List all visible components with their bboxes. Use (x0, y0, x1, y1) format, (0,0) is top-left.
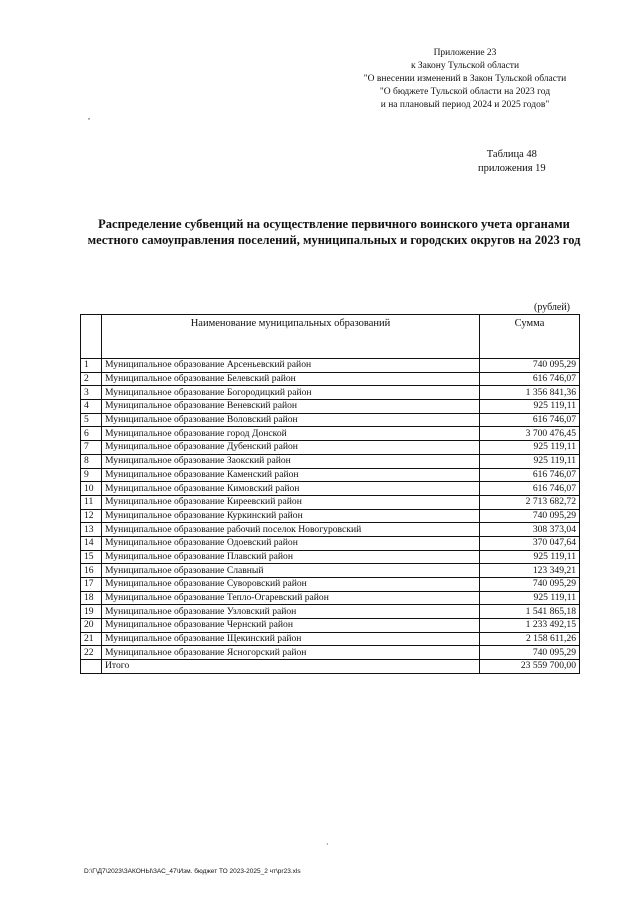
subvention-amount: 740 095,29 (480, 359, 580, 373)
municipality-name: Муниципальное образование Чернский район (102, 619, 480, 633)
row-number: 2 (81, 372, 102, 386)
units-label: (рублей) (534, 302, 571, 313)
appendix-number: приложения 19 (478, 163, 546, 174)
municipality-name: Муниципальное образование Ясногорский район (102, 646, 480, 660)
row-number: 10 (81, 482, 102, 496)
table-row (81, 619, 580, 633)
row-number: 1 (81, 359, 102, 373)
row-number: 18 (81, 591, 102, 605)
subvention-amount: 925 119,11 (480, 591, 580, 605)
header-sum: Сумма (480, 315, 580, 359)
table-row (81, 550, 580, 564)
row-number: 3 (81, 386, 102, 400)
total-row (81, 660, 580, 674)
municipality-name: Муниципальное образование Щекинский район (102, 632, 480, 646)
subvention-amount: 1 541 865,18 (480, 605, 580, 619)
municipality-name: Муниципальное образование Белевский район (102, 372, 480, 386)
subventions-table (80, 314, 580, 674)
table-row (81, 413, 580, 427)
table-row (81, 441, 580, 455)
subvention-amount: 740 095,29 (480, 509, 580, 523)
subvention-amount: 925 119,11 (480, 441, 580, 455)
document-title: Распределение субвенций на осуществление первичного воинского учета органами местного самоуправления поселений, муниципальных и городских округов на 2023 год (87, 217, 581, 247)
appendix-line: "О внесении изменений в Закон Тульской области (363, 74, 567, 84)
table-row (81, 495, 580, 509)
municipality-name: Муниципальное образование Киреевский район (102, 495, 480, 509)
municipality-name: Муниципальное образование Суворовский район (102, 578, 480, 592)
table-row (81, 523, 580, 537)
file-path-footer: D:\Г\Д7\2023\ЗАКОНЫ\ЗАС_47\Изм. бюджет ТО 2023-2025_2 чт\pr23.xls (84, 868, 301, 875)
header-name: Наименование муниципальных образований (102, 315, 480, 359)
appendix-line: Приложение 23 (433, 48, 497, 58)
subvention-amount: 370 047,64 (480, 536, 580, 550)
table-row (81, 454, 580, 468)
row-number: 17 (81, 578, 102, 592)
row-number: 14 (81, 536, 102, 550)
subvention-amount: 616 746,07 (480, 482, 580, 496)
table-row (81, 564, 580, 578)
row-number: 16 (81, 564, 102, 578)
table-number: Таблица 48 (486, 149, 537, 160)
table-row (81, 359, 580, 373)
scan-speck: , (88, 112, 90, 121)
row-number: 20 (81, 619, 102, 633)
municipality-name: Муниципальное образование город Донской (102, 427, 480, 441)
municipality-name: Муниципальное образование Плавский район (102, 550, 480, 564)
table-row (81, 427, 580, 441)
table-row (81, 386, 580, 400)
municipality-name: Муниципальное образование Арсеньевский район (102, 359, 480, 373)
subvention-amount: 3 700 476,45 (480, 427, 580, 441)
row-number (81, 660, 102, 674)
municipality-name: Муниципальное образование Одоевский район (102, 536, 480, 550)
table-row (81, 536, 580, 550)
municipality-name: Муниципальное образование рабочий поселок Новогуровский (102, 523, 480, 537)
table-row (81, 632, 580, 646)
municipality-name: Муниципальное образование Воловский район (102, 413, 480, 427)
municipality-name: Муниципальное образование Узловский район (102, 605, 480, 619)
table-body (81, 359, 580, 674)
subvention-amount: 616 746,07 (480, 413, 580, 427)
row-number: 4 (81, 400, 102, 414)
subvention-amount: 925 119,11 (480, 454, 580, 468)
row-number: 12 (81, 509, 102, 523)
subvention-amount: 2 713 682,72 (480, 495, 580, 509)
row-number: 9 (81, 468, 102, 482)
subvention-amount: 616 746,07 (480, 372, 580, 386)
municipality-name: Муниципальное образование Дубенский район (102, 441, 480, 455)
table-row (81, 372, 580, 386)
table-row (81, 400, 580, 414)
table-row (81, 482, 580, 496)
subvention-amount: 616 746,07 (480, 468, 580, 482)
municipality-name: Муниципальное образование Куркинский район (102, 509, 480, 523)
appendix-line: и на плановый период 2024 и 2025 годов" (380, 100, 550, 110)
row-number: 13 (81, 523, 102, 537)
row-number: 8 (81, 454, 102, 468)
municipality-name: Муниципальное образование Кимовский район (102, 482, 480, 496)
subvention-amount: 925 119,11 (480, 550, 580, 564)
municipality-name: Муниципальное образование Славный (102, 564, 480, 578)
municipality-name: Муниципальное образование Заокский район (102, 454, 480, 468)
subvention-amount: 1 233 492,15 (480, 619, 580, 633)
row-number: 15 (81, 550, 102, 564)
subvention-amount: 740 095,29 (480, 578, 580, 592)
subvention-amount: 1 356 841,36 (480, 386, 580, 400)
subvention-amount: 23 559 700,00 (480, 660, 580, 674)
table-row (81, 605, 580, 619)
appendix-line: "О бюджете Тульской области на 2023 год (379, 87, 551, 97)
table-row (81, 646, 580, 660)
header-num (81, 315, 102, 359)
scan-speck: · (326, 840, 329, 849)
municipality-name: Муниципальное образование Каменский район (102, 468, 480, 482)
table-row (81, 591, 580, 605)
municipality-name: Муниципальное образование Богородицкий район (102, 386, 480, 400)
subvention-amount: 308 373,04 (480, 523, 580, 537)
row-number: 7 (81, 441, 102, 455)
subvention-amount: 740 095,29 (480, 646, 580, 660)
row-number: 11 (81, 495, 102, 509)
table-header-row (81, 315, 580, 359)
table-row (81, 578, 580, 592)
row-number: 5 (81, 413, 102, 427)
municipality-name: Итого (102, 660, 480, 674)
row-number: 19 (81, 605, 102, 619)
municipality-name: Муниципальное образование Тепло-Огаревский район (102, 591, 480, 605)
appendix-header (340, 47, 590, 112)
municipality-name: Муниципальное образование Веневский район (102, 400, 480, 414)
table-row (81, 468, 580, 482)
subvention-amount: 123 349,21 (480, 564, 580, 578)
row-number: 21 (81, 632, 102, 646)
appendix-line: к Закону Тульской области (410, 61, 520, 71)
subvention-amount: 2 158 611,26 (480, 632, 580, 646)
table-reference (478, 148, 546, 176)
table-row (81, 509, 580, 523)
row-number: 22 (81, 646, 102, 660)
row-number: 6 (81, 427, 102, 441)
subvention-amount: 925 119,11 (480, 400, 580, 414)
